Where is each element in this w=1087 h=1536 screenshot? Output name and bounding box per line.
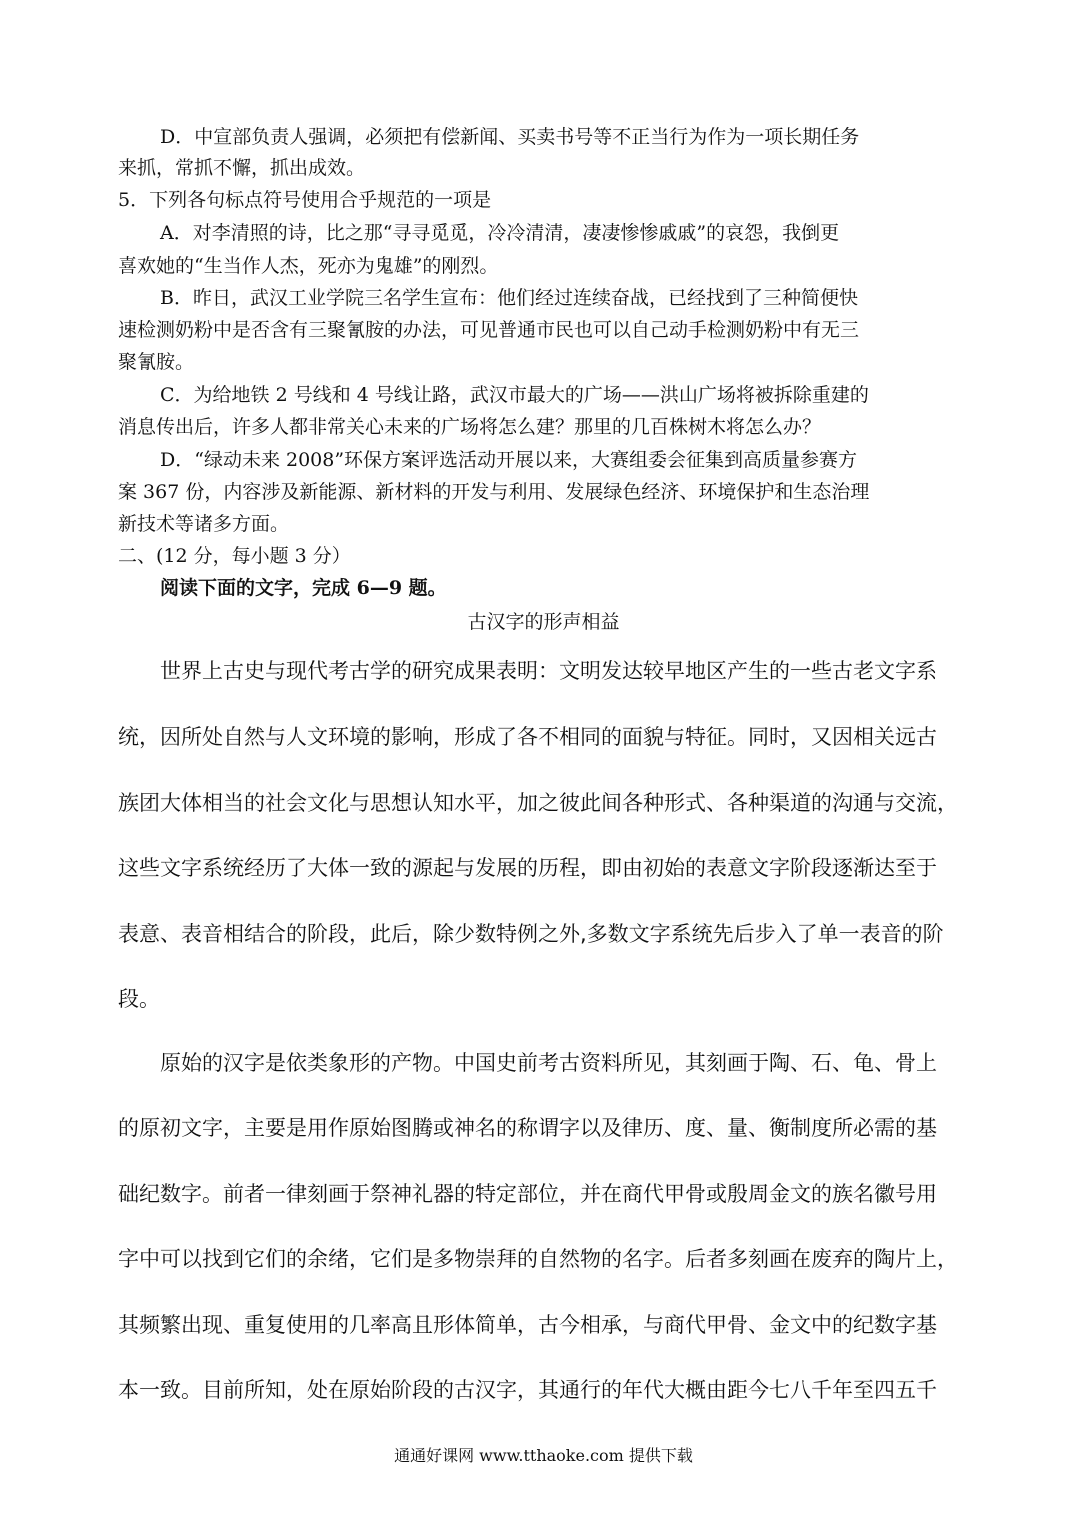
q5-option-a-line-2: 喜欢她的“生当作人杰，死亦为鬼雄”的刚烈。 xyxy=(118,255,499,277)
passage-title: 古汉字的形声相益 xyxy=(467,611,620,633)
q5-option-d-line-1: D．“绿动未来 2008”环保方案评选活动开展以来，大赛组委会征集到高质量参赛方 xyxy=(160,449,858,471)
reading-instruction: 阅读下面的文字，完成 6—9 题。 xyxy=(160,577,447,599)
section-2-heading: 二、(12 分，每小题 3 分） xyxy=(118,545,351,567)
passage-line: 表意、表音相结合的阶段，此后，除少数特例之外,多数文字系统先后步入了单一表音的阶 xyxy=(118,922,944,946)
passage-line: 其频繁出现、重复使用的几率高且形体简单，古今相承，与商代甲骨、金文中的纪数字基 xyxy=(118,1313,937,1337)
passage-line: 的原初文字，主要是用作原始图腾或神名的称谓字以及律历、度、量、衡制度所必需的基 xyxy=(118,1116,937,1140)
passage-line: 础纪数字。前者一律刻画于祭神礼器的特定部位，并在商代甲骨或殷周金文的族名徽号用 xyxy=(118,1182,937,1206)
question-5-stem: 5．下列各句标点符号使用合乎规范的一项是 xyxy=(118,189,492,211)
passage-line: 段。 xyxy=(118,987,160,1011)
passage-line: 世界上古史与现代考古学的研究成果表明：文明发达较早地区产生的一些古老文字系 xyxy=(160,659,937,683)
q5-option-c-line-1: C．为给地铁 2 号线和 4 号线让路，武汉市最大的广场——洪山广场将被拆除重建的 xyxy=(160,384,869,406)
passage-line: 字中可以找到它们的余绪，它们是多物崇拜的自然物的名字。后者多刻画在废弃的陶片上， xyxy=(118,1247,958,1271)
q5-option-c-line-2: 消息传出后，许多人都非常关心未来的广场将怎么建？那里的几百株树木将怎么办？ xyxy=(118,416,822,438)
passage-line: 原始的汉字是依类象形的产物。中国史前考古资料所见，其刻画于陶、石、龟、骨上 xyxy=(160,1051,937,1075)
q5-option-b-line-3: 聚氰胺。 xyxy=(118,351,195,373)
q5-option-d-line-2: 案 367 份，内容涉及新能源、新材料的开发与利用、发展绿色经济、环境保护和生态治理 xyxy=(118,481,870,503)
passage-line: 本一致。目前所知，处在原始阶段的古汉字，其通行的年代大概由距今七八千年至四五千 xyxy=(118,1378,937,1402)
q5-option-a-line-1: A．对李清照的诗，比之那“寻寻觅觅，冷冷清清，凄凄惨惨戚戚”的哀怨，我倒更 xyxy=(160,222,840,244)
passage-line: 统，因所处自然与人文环境的影响，形成了各不相同的面貌与特征。同时，又因相关远古 xyxy=(118,725,937,749)
passage-line: 这些文字系统经历了大体一致的源起与发展的历程，即由初始的表意文字阶段逐渐达至于 xyxy=(118,856,937,880)
q5-option-b-line-2: 速检测奶粉中是否含有三聚氰胺的办法，可见普通市民也可以自己动手检测奶粉中有无三 xyxy=(118,319,860,341)
q4-option-d-line-2: 来抓，常抓不懈，抓出成效。 xyxy=(118,157,366,179)
q5-option-b-line-1: B．昨日，武汉工业学院三名学生宣布：他们经过连续奋战，已经找到了三种简便快 xyxy=(160,287,858,309)
passage-line: 族团大体相当的社会文化与思想认知水平，加之彼此间各种形式、各种渠道的沟通与交流， xyxy=(118,791,958,815)
q4-option-d-line-1: D．中宣部负责人强调，必须把有偿新闻、买卖书号等不正当行为作为一项长期任务 xyxy=(160,126,860,148)
q5-option-d-line-3: 新技术等诸多方面。 xyxy=(118,513,290,535)
page-footer: 通通好课网 www.tthaoke.com 提供下载 xyxy=(394,1446,693,1465)
